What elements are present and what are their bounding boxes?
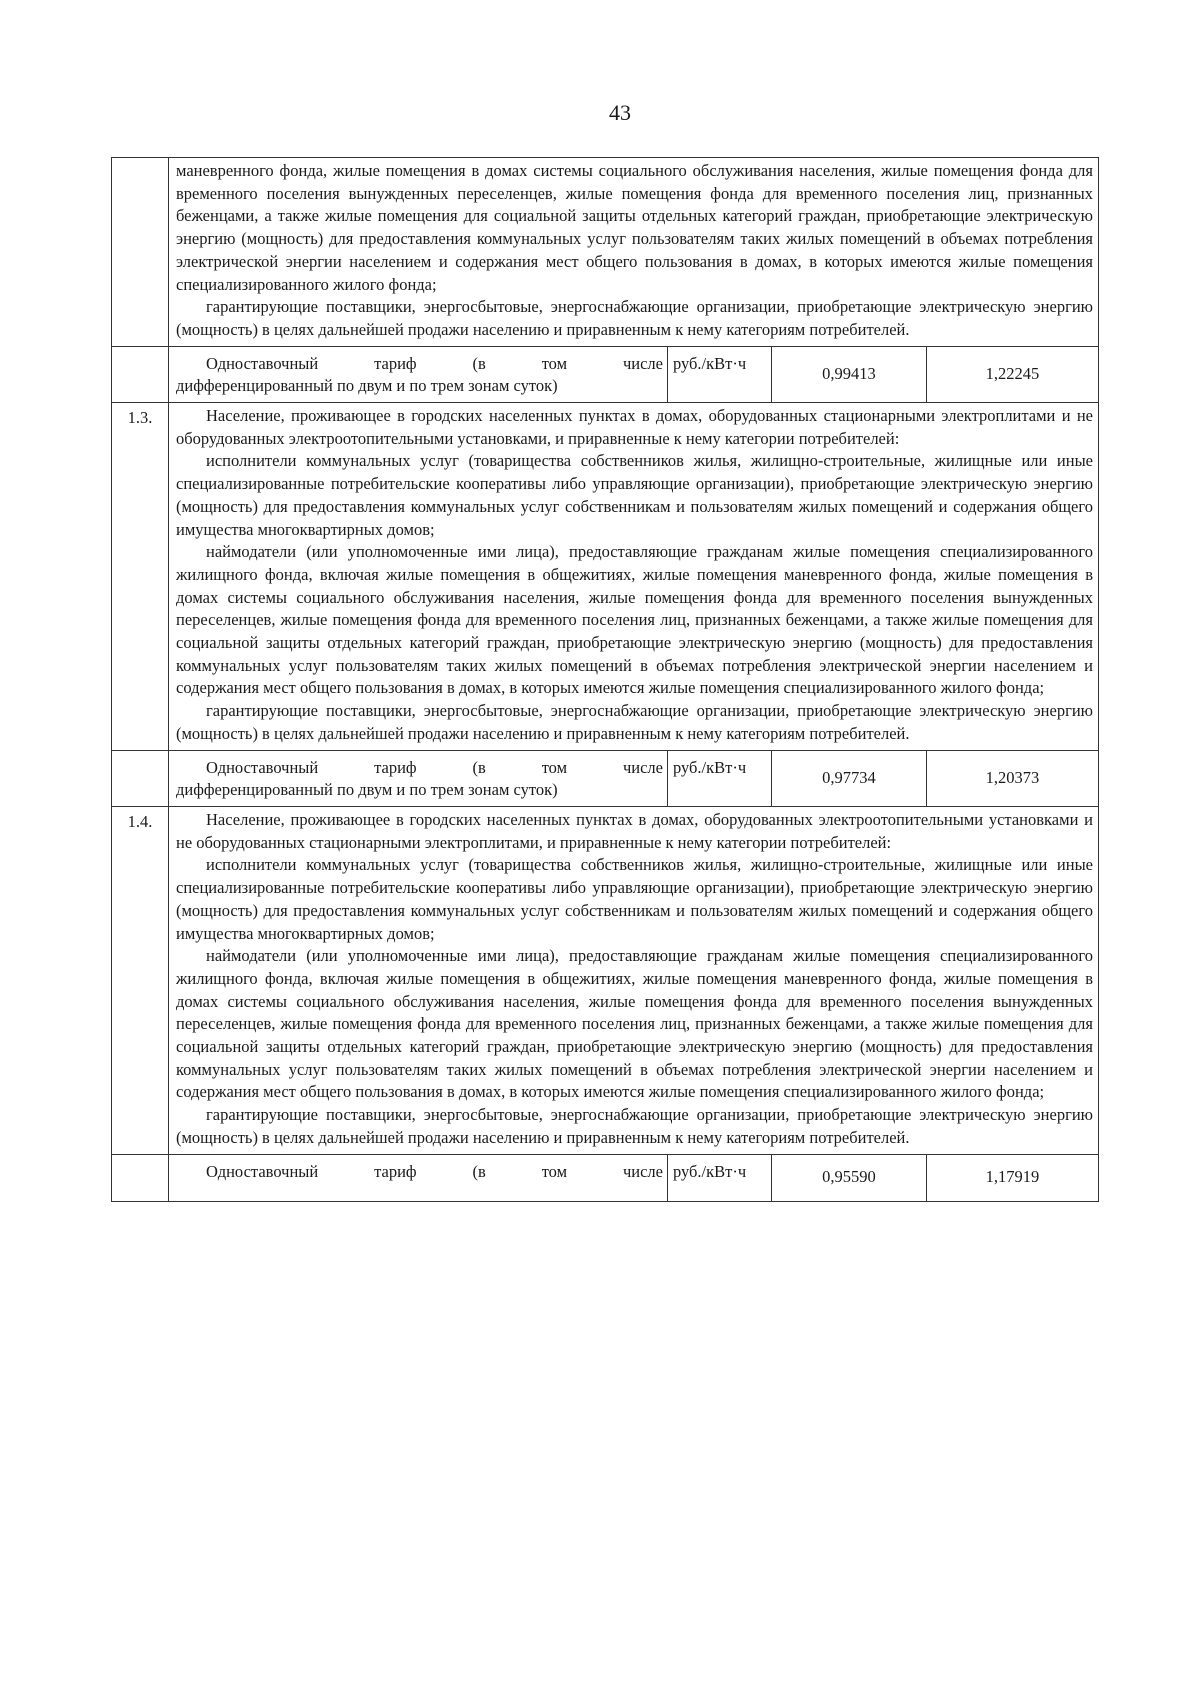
tariff-word: (в (472, 1161, 486, 1181)
tariff-word: Одноставочный (206, 353, 319, 373)
section-description (169, 158, 1099, 347)
page-number: 43 (609, 100, 631, 125)
tariff-name-rest: дифференцированный по двум и по трем зонам суток) (176, 780, 558, 800)
tariff-word: тариф (374, 757, 417, 777)
tariff-value-1: 0,97734 (771, 750, 926, 806)
section-description (169, 403, 1099, 751)
tariff-name-rest: дифференцированный по двум и по трем зонам суток) (176, 376, 558, 396)
tariff-word: числе (622, 1161, 663, 1181)
paragraph: гарантирующие поставщики, энергосбытовые, энергоснабжающие организации, приобретающие электрическую энергию (мощность) в целях дальнейшей продажи населению и приравненным к нему категориям потребителей. (176, 1105, 1093, 1147)
paragraph: исполнители коммунальных услуг (товарищества собственников жилья, жилищно-строительные, жилищные или иные специализированные потребительские кооперативы либо управляющие организации), приобретающие электрическую энергию (мощность) для предоставления коммунальных услуг собственникам и пользователям жилых помещений и содержания общего имущества многоквартирных домов; (176, 855, 1093, 943)
tariff-name (169, 346, 668, 402)
tariff-value-2: 1,20373 (926, 750, 1098, 806)
paragraph: гарантирующие поставщики, энергосбытовые, энергоснабжающие организации, приобретающие электрическую энергию (мощность) в целях дальнейшей продажи населению и приравненным к нему категориям потребителей. (176, 297, 1093, 339)
tariff-word: том (541, 353, 568, 373)
paragraph: гарантирующие поставщики, энергосбытовые, энергоснабжающие организации, приобретающие электрическую энергию (мощность) в целях дальнейшей продажи населению и приравненным к нему категориям потребителей. (176, 701, 1093, 743)
paragraph: маневренного фонда, жилые помещения в домах системы социального обслуживания населения, жилые помещения фонда для временного поселения вынужденных переселенцев, жилые помещения фонда для временного поселения лиц, признанных беженцами, а также жилые помещения для социальной защиты отдельных категорий граждан, приобретающие электрическую энергию (мощность) для предоставления коммунальных услуг пользователям таких жилых помещений в объемах потребления электрической энергии населением и содержания мест общего пользования в домах, в которых имеются жилые помещения специализированного жилого фонда; (176, 161, 1093, 294)
tariff-name (169, 750, 668, 806)
tariff-table (111, 157, 1099, 1202)
tariff-word: числе (622, 757, 663, 777)
section-row (112, 806, 1099, 1154)
tariff-row (112, 346, 1099, 402)
paragraph: Население, проживающее в городских населенных пунктах в домах, оборудованных стационарными электроплитами и не оборудованных электроотопительными установками, и приравненные к нему категории потребителей: (176, 406, 1093, 448)
tariff-word: числе (622, 353, 663, 373)
tariff-row (112, 750, 1099, 806)
tariff-row (112, 1154, 1099, 1201)
section-description (169, 806, 1099, 1154)
section-number: 1.3. (112, 403, 169, 751)
tariff-word: (в (472, 353, 486, 373)
section-row (112, 158, 1099, 347)
tariff-value-2: 1,17919 (926, 1154, 1098, 1201)
tariff-word: тариф (374, 1161, 417, 1181)
paragraph: исполнители коммунальных услуг (товарищества собственников жилья, жилищно-строительные, жилищные или иные специализированные потребительские кооперативы либо управляющие организации), приобретающие электрическую энергию (мощность) для предоставления коммунальных услуг собственникам и пользователям жилых помещений и содержания общего имущества многоквартирных домов; (176, 451, 1093, 539)
tariff-value-2: 1,22245 (926, 346, 1098, 402)
section-number (112, 158, 169, 347)
tariff-value-1: 0,99413 (771, 346, 926, 402)
section-row (112, 403, 1099, 751)
tariff-unit: руб./кВт·ч (667, 750, 771, 806)
tariff-word: том (541, 1161, 568, 1181)
paragraph: Население, проживающее в городских населенных пунктах в домах, оборудованных электроотопительными установками и не оборудованных стационарными электроплитами, и приравненные к нему категории потребителей: (176, 809, 1093, 852)
tariff-word: том (541, 757, 568, 777)
tariff-word: (в (472, 757, 486, 777)
tariff-unit: руб./кВт·ч (667, 1154, 771, 1201)
paragraph: наймодатели (или уполномоченные ими лица), предоставляющие гражданам жилые помещения специализированного жилищного фонда, включая жилые помещения в общежитиях, жилые помещения маневренного фонда, жилые помещения в домах системы социального обслуживания населения, жилые помещения фонда для временного поселения вынужденных переселенцев, жилые помещения фонда для временного поселения лиц, признанных беженцами, а также жилые помещения для социальной защиты отдельных категорий граждан, приобретающие электрическую энергию (мощность) для предоставления коммунальных услуг пользователям таких жилых помещений в объемах потребления электрической энергии населением и содержания мест общего пользования в домах, в которых имеются жилые помещения специализированного жилого фонда; (176, 542, 1093, 698)
tariff-word: Одноставочный (206, 757, 319, 777)
tariff-word: Одноставочный (206, 1161, 319, 1181)
paragraph: наймодатели (или уполномоченные ими лица), предоставляющие гражданам жилые помещения специализированного жилищного фонда, включая жилые помещения в общежитиях, жилые помещения маневренного фонда, жилые помещения в домах системы социального обслуживания населения, жилые помещения фонда для временного поселения вынужденных переселенцев, жилые помещения фонда для временного поселения лиц, признанных беженцами, а также жилые помещения для социальной защиты отдельных категорий граждан, приобретающие электрическую энергию (мощность) для предоставления коммунальных услуг пользователям таких жилых помещений в объемах потребления электрической энергии населением и содержания мест общего пользования в домах, в которых имеются жилые помещения специализированного жилого фонда; (176, 946, 1093, 1102)
tariff-value-1: 0,95590 (771, 1154, 926, 1201)
tariff-word: тариф (374, 353, 417, 373)
tariff-unit: руб./кВт·ч (667, 346, 771, 402)
section-number: 1.4. (112, 806, 169, 1154)
tariff-name (169, 1154, 668, 1201)
